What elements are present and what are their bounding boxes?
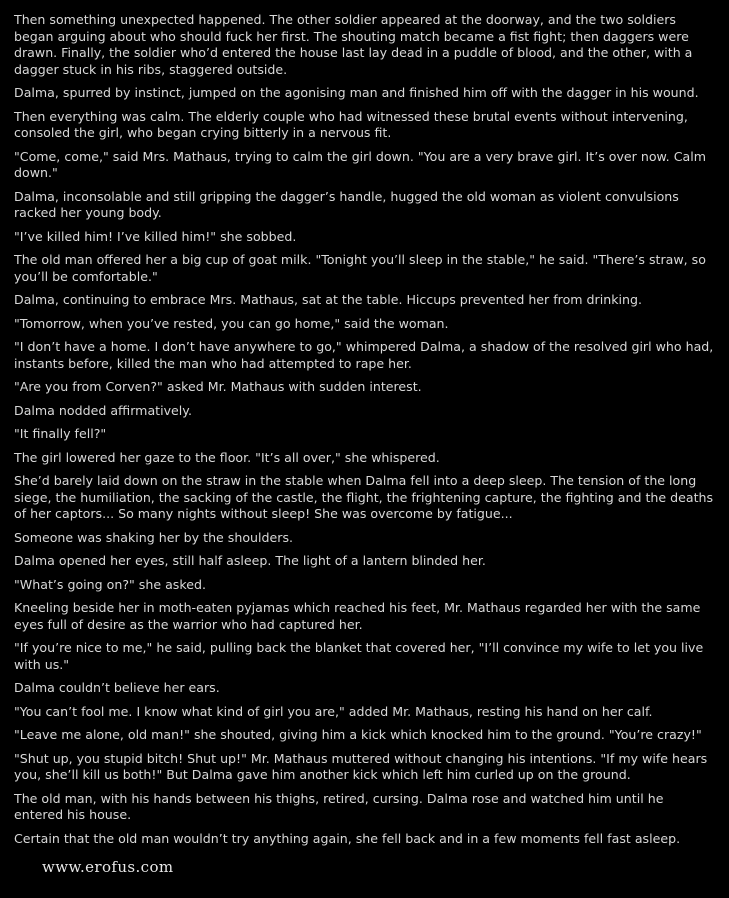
paragraph: Dalma, spurred by instinct, jumped on the agonising man and finished him off with the dagger in his wound. <box>14 85 699 100</box>
paragraph: Certain that the old man wouldn’t try anything again, she fell back and in a few moments fell fast asleep. <box>14 830 681 846</box>
paragraph: Kneeling beside her in moth-eaten pyjamas which reached his feet, Mr. Mathaus regarded her with the same eyes full of desire as the warrior who had captured her. <box>14 600 701 632</box>
paragraph: Dalma nodded affirmatively. <box>14 402 192 418</box>
paragraph: "What’s going on?" she asked. <box>14 576 206 592</box>
paragraph: "I’ve killed him! I’ve killed him!" she sobbed. <box>14 228 297 244</box>
paragraph: Someone was shaking her by the shoulders. <box>14 529 294 545</box>
paragraph: Dalma, continuing to embrace Mrs. Mathaus, sat at the table. Hiccups prevented her from drinking. <box>14 292 642 307</box>
paragraph: The old man offered her a big cup of goat milk. "Tonight you’ll sleep in the stable," he said. "There’s straw, so you’ll be comfortable." <box>14 252 706 284</box>
paragraph: "You can’t fool me. I know what kind of girl you are," added Mr. Mathaus, resting his hand on her calf. <box>14 703 653 719</box>
paragraph: She’d barely laid down on the straw in the stable when Dalma fell into a deep sleep. The tension of the long siege, the humiliation, the sacking of the castle, the flight, the frightening capture, the fighting and the deaths of her captors... So many nights without sleep! She was overcome by fatigue... <box>14 473 714 521</box>
paragraph: "Are you from Corven?" asked Mr. Mathaus with sudden interest. <box>14 379 422 394</box>
paragraph: "I don’t have a home. I don’t have anywhere to go," whimpered Dalma, a shadow of the resolved girl who had, instants before, killed the man who had attempted to rape her. <box>14 339 714 371</box>
paragraph: Dalma, inconsolable and still gripping the dagger’s handle, hugged the old woman as violent convulsions racked her young body. <box>14 188 679 220</box>
paragraph: "If you’re nice to me," he said, pulling back the blanket that covered her, "I’ll convince my wife to let you live with us." <box>14 640 704 672</box>
paragraph: "Shut up, you stupid bitch! Shut up!" Mr. Mathaus muttered without changing his intentions. "If my wife hears you, she’ll kill us both!" But Dalma gave him another kick which left him curled up on the ground. <box>14 750 708 782</box>
story-page <box>14 12 716 854</box>
site-watermark: www.erofus.com <box>42 858 174 876</box>
paragraph: "Leave me alone, old man!" she shouted, giving him a kick which knocked him to the ground. "You’re crazy!" <box>14 727 702 742</box>
paragraph: Then everything was calm. The elderly couple who had witnessed these brutal events without intervening, consoled the girl, who began crying bitterly in a nervous fit. <box>14 108 688 140</box>
paragraph: "Come, come," said Mrs. Mathaus, trying to calm the girl down. "You are a very brave girl. It’s over now. Calm down." <box>14 148 706 180</box>
paragraph: Dalma opened her eyes, still half asleep. The light of a lantern blinded her. <box>14 553 486 568</box>
paragraph: "Tomorrow, when you’ve rested, you can go home," said the woman. <box>14 315 449 331</box>
paragraph: Dalma couldn’t believe her ears. <box>14 680 220 695</box>
paragraph: The old man, with his hands between his thighs, retired, cursing. Dalma rose and watched him until he entered his house. <box>14 790 664 822</box>
paragraph: The girl lowered her gaze to the floor. "It’s all over," she whispered. <box>14 449 440 465</box>
paragraph: "It finally fell?" <box>14 426 107 441</box>
paragraph: Then something unexpected happened. The other soldier appeared at the doorway, and the two soldiers began arguing about who should fuck her first. The shouting match became a fist fight; then daggers were drawn. Finally, the soldier who’d entered the house last lay dead in a puddle of blood, and the other, with a dagger stuck in his ribs, staggered outside. <box>14 12 693 77</box>
